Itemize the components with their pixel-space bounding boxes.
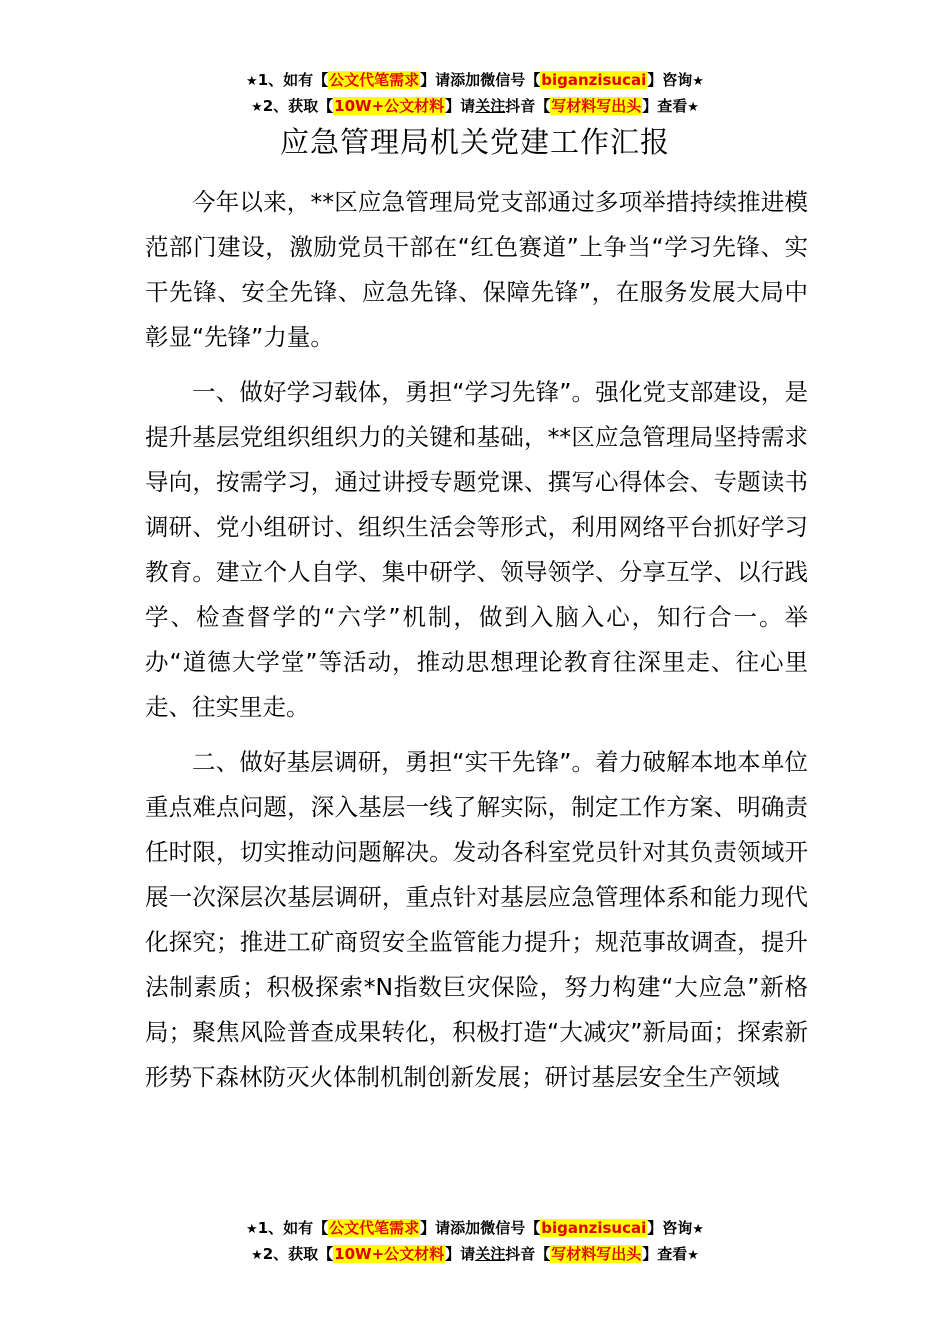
banner-emphasis: 添加 [450, 1219, 481, 1237]
star-icon: ★ [687, 100, 699, 115]
banner-text: 2、获取【 [262, 97, 334, 115]
banner-text: 2、获取【 [262, 1245, 334, 1263]
star-icon: ★ [251, 100, 263, 115]
banner-text: 】请 [445, 1245, 476, 1263]
banner-text: 抖音【 [505, 1245, 551, 1263]
banner-line-1 [0, 68, 950, 94]
star-icon: ★ [251, 1248, 263, 1263]
banner-text: 】咨询 [647, 71, 693, 89]
highlight-service: 公文代笔需求 [329, 71, 420, 89]
star-icon: ★ [692, 1222, 704, 1237]
banner-emphasis: 关注 [475, 97, 506, 115]
header-banner [0, 68, 950, 120]
banner-text: 】查看 [642, 97, 688, 115]
banner-line-2 [0, 1242, 950, 1268]
highlight-wechat-id: biganzisucai [541, 71, 647, 89]
banner-text: 】请 [420, 71, 451, 89]
banner-text: 】请 [420, 1219, 451, 1237]
star-icon: ★ [246, 1222, 258, 1237]
banner-text: 1、如有【 [257, 1219, 329, 1237]
document-title: 应急管理局机关党建工作汇报 [279, 125, 670, 159]
star-icon: ★ [692, 74, 704, 89]
highlight-douyin: 写材料写出头 [551, 1245, 642, 1263]
highlight-wechat-id: biganzisucai [541, 1219, 647, 1237]
banner-text: 微信号【 [480, 71, 541, 89]
banner-emphasis: 添加 [450, 71, 481, 89]
highlight-materials: 10W+公文材料 [334, 1245, 445, 1263]
star-icon: ★ [687, 1248, 699, 1263]
highlight-douyin: 写材料写出头 [551, 97, 642, 115]
document-body [145, 180, 808, 1110]
banner-text: 】请 [445, 97, 476, 115]
banner-text: 抖音【 [505, 97, 551, 115]
paragraph-section-1: 一、做好学习载体，勇担“学习先锋”。强化党支部建设，是提升基层党组织组织力的关键和基础，**区应急管理局坚持需求导向，按需学习，通过讲授专题党课、撰写心得体会、专题读书调研、党小组研讨、组织生活会等形式，利用网络平台抓好学习教育。建立个人自学、集中研学、领导领学、分享互学、以行践学、检查督学的“六学”机制，做到入脑入心，知行合一。举办“道德大学堂”等活动，推动思想理论教育往深里走、往心里走、往实里走。 [145, 378, 808, 721]
banner-text: 1、如有【 [257, 71, 329, 89]
banner-line-2 [0, 94, 950, 120]
paragraph-section-2: 二、做好基层调研，勇担“实干先锋”。着力破解本地本单位重点难点问题，深入基层一线了解实际，制定工作方案、明确责任时限，切实推动问题解决。发动各科室党员针对其负责领域开展一次深层次基层调研，重点针对基层应急管理体系和能力现代化探究；推进工矿商贸安全监管能力提升；规范事故调查，提升法制素质；积极探索*N指数巨灾保险，努力构建“大应急”新格局；聚焦风险普查成果转化，积极打造“大减灾”新局面；探索新形势下森林防灭火体制机制创新发展；研讨基层安全生产领域 [145, 748, 808, 1091]
banner-text: 】查看 [642, 1245, 688, 1263]
footer-banner [0, 1216, 950, 1268]
banner-emphasis: 关注 [475, 1245, 506, 1263]
banner-text: 】咨询 [647, 1219, 693, 1237]
paragraph-intro: 今年以来，**区应急管理局党支部通过多项举措持续推进模范部门建设，激励党员干部在“红色赛道”上争当“学习先锋、实干先锋、安全先锋、应急先锋、保障先锋”，在服务发展大局中彰显“先锋”力量。 [145, 188, 808, 351]
banner-line-1 [0, 1216, 950, 1242]
banner-text: 微信号【 [480, 1219, 541, 1237]
highlight-service: 公文代笔需求 [329, 1219, 420, 1237]
highlight-materials: 10W+公文材料 [334, 97, 445, 115]
star-icon: ★ [246, 74, 258, 89]
